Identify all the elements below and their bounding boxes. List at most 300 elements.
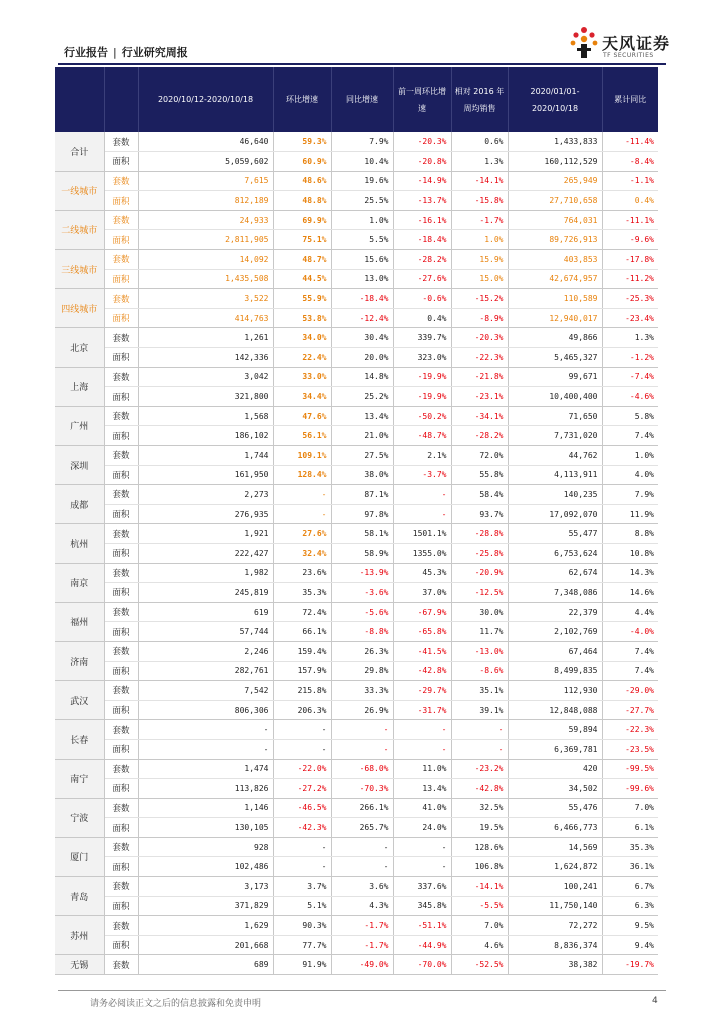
table-row (55, 739, 658, 759)
yoy-growth-cell: -8.8% (331, 622, 393, 642)
prev-wow-growth-cell: - (393, 837, 451, 857)
prev-wow-growth-cell: 41.0% (393, 798, 451, 818)
yoy-growth-cell: -13.9% (331, 563, 393, 583)
report-name: 行业研究周报 (121, 46, 188, 59)
metric-cell: 面积 (104, 622, 138, 642)
weekly-value-cell: 5,059,602 (138, 152, 273, 172)
ytd-value-cell: 12,848,088 (508, 700, 602, 720)
weekly-value-cell: 689 (138, 955, 273, 975)
prev-wow-growth-cell: - (393, 720, 451, 740)
wow-growth-cell: 215.8% (273, 681, 331, 701)
weekly-value-cell: 24,933 (138, 210, 273, 230)
vs-2016-avg-cell: -13.0% (451, 641, 508, 661)
yoy-growth-cell: 4.3% (331, 896, 393, 916)
vs-2016-avg-cell: -34.1% (451, 406, 508, 426)
wow-growth-cell: 206.3% (273, 700, 331, 720)
city-cell: 青岛 (55, 877, 104, 916)
yoy-growth-cell: 25.5% (331, 191, 393, 211)
weekly-value-cell: 3,173 (138, 877, 273, 897)
page-number: 4 (652, 996, 658, 1006)
table-row (55, 543, 658, 563)
vs-2016-avg-cell: -14.1% (451, 877, 508, 897)
city-cell: 深圳 (55, 446, 104, 485)
ytd-yoy-cell: 9.5% (602, 916, 658, 936)
ytd-value-cell: 55,477 (508, 524, 602, 544)
table-row (55, 152, 658, 172)
prev-wow-growth-cell: -18.4% (393, 230, 451, 250)
ytd-yoy-cell: 5.8% (602, 406, 658, 426)
metric-cell: 面积 (104, 857, 138, 877)
city-cell: 成都 (55, 485, 104, 524)
table-row (55, 132, 658, 152)
ytd-value-cell: 265,949 (508, 171, 602, 191)
wow-growth-cell: 75.1% (273, 230, 331, 250)
yoy-growth-cell: 58.1% (331, 524, 393, 544)
prev-wow-growth-cell: 1355.0% (393, 543, 451, 563)
ytd-yoy-cell: -99.5% (602, 759, 658, 779)
table-row (55, 210, 658, 230)
vs-2016-avg-cell: 58.4% (451, 485, 508, 505)
ytd-yoy-cell: -1.2% (602, 348, 658, 368)
yoy-growth-cell: - (331, 837, 393, 857)
city-cell: 广州 (55, 406, 104, 445)
ytd-value-cell: 8,836,374 (508, 935, 602, 955)
ytd-yoy-cell: -17.8% (602, 250, 658, 270)
wow-growth-cell: -46.5% (273, 798, 331, 818)
city-cell: 南宁 (55, 759, 104, 798)
table-row (55, 955, 658, 975)
metric-cell: 套数 (104, 563, 138, 583)
logo-text-cn: 天风证券 (602, 34, 671, 53)
table-row (55, 622, 658, 642)
weekly-value-cell: 201,668 (138, 935, 273, 955)
metric-cell: 面积 (104, 308, 138, 328)
ytd-yoy-cell: -11.1% (602, 210, 658, 230)
metric-cell: 面积 (104, 426, 138, 446)
metric-cell: 面积 (104, 348, 138, 368)
metric-cell: 套数 (104, 641, 138, 661)
ytd-yoy-cell: -9.6% (602, 230, 658, 250)
vs-2016-avg-cell: -8.9% (451, 308, 508, 328)
weekly-value-cell: 102,486 (138, 857, 273, 877)
wow-growth-cell: - (273, 504, 331, 524)
vs-2016-avg-cell: 19.5% (451, 818, 508, 838)
ytd-value-cell: 55,476 (508, 798, 602, 818)
yoy-growth-cell: 97.8% (331, 504, 393, 524)
vs-2016-avg-cell: -42.8% (451, 779, 508, 799)
metric-cell: 面积 (104, 543, 138, 563)
vs-2016-avg-cell: -25.8% (451, 543, 508, 563)
report-header (64, 44, 188, 60)
wow-growth-cell: 90.3% (273, 916, 331, 936)
ytd-value-cell: 6,753,624 (508, 543, 602, 563)
housing-sales-table (55, 67, 658, 975)
ytd-yoy-cell: -11.4% (602, 132, 658, 152)
ytd-value-cell: 7,348,086 (508, 583, 602, 603)
ytd-value-cell: 6,466,773 (508, 818, 602, 838)
table-row (55, 837, 658, 857)
wow-growth-cell: 53.8% (273, 308, 331, 328)
ytd-yoy-cell: 4.0% (602, 465, 658, 485)
ytd-value-cell: 1,624,872 (508, 857, 602, 877)
yoy-growth-cell: 3.6% (331, 877, 393, 897)
wow-growth-cell: 34.0% (273, 328, 331, 348)
table-row (55, 779, 658, 799)
metric-cell: 套数 (104, 132, 138, 152)
wow-growth-cell: 44.5% (273, 269, 331, 289)
weekly-value-cell: 812,189 (138, 191, 273, 211)
weekly-value-cell: 113,826 (138, 779, 273, 799)
metric-cell: 面积 (104, 935, 138, 955)
yoy-growth-cell: 265.7% (331, 818, 393, 838)
city-cell: 长春 (55, 720, 104, 759)
table-row (55, 269, 658, 289)
ytd-yoy-cell: 6.7% (602, 877, 658, 897)
ytd-value-cell: 12,940,017 (508, 308, 602, 328)
ytd-yoy-cell: 14.6% (602, 583, 658, 603)
prev-wow-growth-cell: -13.7% (393, 191, 451, 211)
ytd-value-cell: 59,894 (508, 720, 602, 740)
ytd-yoy-cell: 7.4% (602, 661, 658, 681)
ytd-yoy-cell: 11.9% (602, 504, 658, 524)
weekly-value-cell: 14,092 (138, 250, 273, 270)
metric-cell: 套数 (104, 916, 138, 936)
city-cell: 上海 (55, 367, 104, 406)
ytd-yoy-cell: 14.3% (602, 563, 658, 583)
vs-2016-avg-cell: -21.8% (451, 367, 508, 387)
vs-2016-avg-cell: -23.2% (451, 759, 508, 779)
prev-wow-growth-cell: -16.1% (393, 210, 451, 230)
weekly-value-cell: 130,105 (138, 818, 273, 838)
metric-cell: 套数 (104, 485, 138, 505)
ytd-yoy-cell: -19.7% (602, 955, 658, 975)
vs-2016-avg-cell: 0.6% (451, 132, 508, 152)
ytd-yoy-cell: 7.9% (602, 485, 658, 505)
weekly-value-cell: 1,261 (138, 328, 273, 348)
yoy-growth-cell: 1.0% (331, 210, 393, 230)
ytd-value-cell: 4,113,911 (508, 465, 602, 485)
prev-wow-growth-cell: - (393, 504, 451, 524)
wow-growth-cell: - (273, 857, 331, 877)
metric-cell: 套数 (104, 681, 138, 701)
yoy-growth-cell: -1.7% (331, 935, 393, 955)
yoy-growth-cell: - (331, 857, 393, 877)
ytd-yoy-cell: -8.4% (602, 152, 658, 172)
table-row (55, 367, 658, 387)
ytd-value-cell: 62,674 (508, 563, 602, 583)
ytd-value-cell: 8,499,835 (508, 661, 602, 681)
metric-cell: 面积 (104, 661, 138, 681)
vs-2016-avg-cell: -5.5% (451, 896, 508, 916)
table-row (55, 191, 658, 211)
vs-2016-avg-cell: 1.0% (451, 230, 508, 250)
vs-2016-avg-cell: -15.8% (451, 191, 508, 211)
ytd-yoy-cell: -99.6% (602, 779, 658, 799)
prev-wow-growth-cell: - (393, 739, 451, 759)
yoy-growth-cell: -68.0% (331, 759, 393, 779)
ytd-yoy-cell: 6.3% (602, 896, 658, 916)
ytd-value-cell: 44,762 (508, 446, 602, 466)
table-row (55, 877, 658, 897)
vs-2016-avg-cell: -22.3% (451, 348, 508, 368)
ytd-yoy-cell: 6.1% (602, 818, 658, 838)
prev-wow-growth-cell: -41.5% (393, 641, 451, 661)
ytd-value-cell: 11,750,140 (508, 896, 602, 916)
ytd-value-cell: 403,853 (508, 250, 602, 270)
table-row (55, 485, 658, 505)
wow-growth-cell: 3.7% (273, 877, 331, 897)
vs-2016-avg-cell: -23.1% (451, 387, 508, 407)
metric-cell: 面积 (104, 739, 138, 759)
table-row (55, 426, 658, 446)
table-row (55, 230, 658, 250)
weekly-value-cell: - (138, 739, 273, 759)
weekly-value-cell: 245,819 (138, 583, 273, 603)
metric-cell: 套数 (104, 289, 138, 309)
prev-wow-growth-cell: -14.9% (393, 171, 451, 191)
footer-disclaimer: 请务必阅读正文之后的信息披露和免责申明 (90, 999, 262, 1009)
metric-cell: 面积 (104, 465, 138, 485)
metric-cell: 套数 (104, 837, 138, 857)
metric-cell: 面积 (104, 700, 138, 720)
prev-wow-growth-cell: 13.4% (393, 779, 451, 799)
weekly-value-cell: 3,522 (138, 289, 273, 309)
ytd-value-cell: 14,569 (508, 837, 602, 857)
header-cell-weekly-period: 2020/10/12-2020/10/18 (138, 67, 273, 132)
weekly-value-cell: 282,761 (138, 661, 273, 681)
ytd-yoy-cell: -29.0% (602, 681, 658, 701)
yoy-growth-cell: 30.4% (331, 328, 393, 348)
ytd-yoy-cell: 0.4% (602, 191, 658, 211)
metric-cell: 套数 (104, 171, 138, 191)
prev-wow-growth-cell: -29.7% (393, 681, 451, 701)
city-cell: 杭州 (55, 524, 104, 563)
yoy-growth-cell: -12.4% (331, 308, 393, 328)
metric-cell: 面积 (104, 191, 138, 211)
yoy-growth-cell: 38.0% (331, 465, 393, 485)
prev-wow-growth-cell: -70.0% (393, 955, 451, 975)
wow-growth-cell: 66.1% (273, 622, 331, 642)
table-row (55, 289, 658, 309)
yoy-growth-cell: 7.9% (331, 132, 393, 152)
table-row (55, 681, 658, 701)
wow-growth-cell: -42.3% (273, 818, 331, 838)
ytd-yoy-cell: 36.1% (602, 857, 658, 877)
vs-2016-avg-cell: 7.0% (451, 916, 508, 936)
wow-growth-cell: 35.3% (273, 583, 331, 603)
yoy-growth-cell: 27.5% (331, 446, 393, 466)
vs-2016-avg-cell: -8.6% (451, 661, 508, 681)
prev-wow-growth-cell: 337.6% (393, 877, 451, 897)
weekly-value-cell: 1,435,508 (138, 269, 273, 289)
prev-wow-growth-cell: -0.6% (393, 289, 451, 309)
weekly-value-cell: 2,246 (138, 641, 273, 661)
prev-wow-growth-cell: -20.8% (393, 152, 451, 172)
metric-cell: 面积 (104, 779, 138, 799)
city-cell: 南京 (55, 563, 104, 602)
table-row (55, 720, 658, 740)
wow-growth-cell: 33.0% (273, 367, 331, 387)
yoy-growth-cell: 14.8% (331, 367, 393, 387)
vs-2016-avg-cell: 1.3% (451, 152, 508, 172)
weekly-value-cell: 1,146 (138, 798, 273, 818)
ytd-yoy-cell: -27.7% (602, 700, 658, 720)
ytd-value-cell: 49,866 (508, 328, 602, 348)
ytd-yoy-cell: 35.3% (602, 837, 658, 857)
prev-wow-growth-cell: -27.6% (393, 269, 451, 289)
wow-growth-cell: 34.4% (273, 387, 331, 407)
city-cell: 二线城市 (55, 210, 104, 249)
yoy-growth-cell: - (331, 739, 393, 759)
prev-wow-growth-cell: -28.2% (393, 250, 451, 270)
prev-wow-growth-cell: 45.3% (393, 563, 451, 583)
table-row (55, 759, 658, 779)
table-row (55, 896, 658, 916)
ytd-yoy-cell: 4.4% (602, 602, 658, 622)
prev-wow-growth-cell: -19.9% (393, 387, 451, 407)
yoy-growth-cell: 26.3% (331, 641, 393, 661)
prev-wow-growth-cell: -44.9% (393, 935, 451, 955)
ytd-value-cell: 72,272 (508, 916, 602, 936)
weekly-value-cell: - (138, 720, 273, 740)
ytd-value-cell: 110,589 (508, 289, 602, 309)
table-row (55, 406, 658, 426)
weekly-value-cell: 46,640 (138, 132, 273, 152)
ytd-yoy-cell: 7.4% (602, 426, 658, 446)
metric-cell: 面积 (104, 269, 138, 289)
metric-cell: 套数 (104, 798, 138, 818)
ytd-value-cell: 42,674,957 (508, 269, 602, 289)
yoy-growth-cell: -49.0% (331, 955, 393, 975)
yoy-growth-cell: 13.4% (331, 406, 393, 426)
city-cell: 北京 (55, 328, 104, 367)
ytd-value-cell: 2,102,769 (508, 622, 602, 642)
prev-wow-growth-cell: 11.0% (393, 759, 451, 779)
city-cell: 无锡 (55, 955, 104, 975)
vs-2016-avg-cell: -12.5% (451, 583, 508, 603)
ytd-value-cell: 10,400,400 (508, 387, 602, 407)
ytd-yoy-cell: -25.3% (602, 289, 658, 309)
wow-growth-cell: 56.1% (273, 426, 331, 446)
metric-cell: 面积 (104, 387, 138, 407)
ytd-value-cell: 160,112,529 (508, 152, 602, 172)
vs-2016-avg-cell: -14.1% (451, 171, 508, 191)
table-row (55, 446, 658, 466)
wow-growth-cell: 72.4% (273, 602, 331, 622)
weekly-value-cell: 57,744 (138, 622, 273, 642)
ytd-yoy-cell: 1.3% (602, 328, 658, 348)
ytd-yoy-cell: 1.0% (602, 446, 658, 466)
metric-cell: 套数 (104, 406, 138, 426)
yoy-growth-cell: -70.3% (331, 779, 393, 799)
metric-cell: 套数 (104, 328, 138, 348)
prev-wow-growth-cell: 0.4% (393, 308, 451, 328)
vs-2016-avg-cell: 32.5% (451, 798, 508, 818)
yoy-growth-cell: 20.0% (331, 348, 393, 368)
header-separator: | (113, 46, 117, 59)
yoy-growth-cell: 15.6% (331, 250, 393, 270)
weekly-value-cell: 7,542 (138, 681, 273, 701)
ytd-value-cell: 34,502 (508, 779, 602, 799)
wow-growth-cell: 47.6% (273, 406, 331, 426)
prev-wow-growth-cell: -50.2% (393, 406, 451, 426)
table-row (55, 328, 658, 348)
weekly-value-cell: 1,474 (138, 759, 273, 779)
table-row (55, 935, 658, 955)
wow-growth-cell: 27.6% (273, 524, 331, 544)
yoy-growth-cell: 29.8% (331, 661, 393, 681)
table-row (55, 602, 658, 622)
table-header-row (55, 67, 658, 132)
ytd-yoy-cell: 10.8% (602, 543, 658, 563)
table-row (55, 348, 658, 368)
table-row (55, 465, 658, 485)
vs-2016-avg-cell: 30.0% (451, 602, 508, 622)
ytd-value-cell: 112,930 (508, 681, 602, 701)
yoy-growth-cell: 19.6% (331, 171, 393, 191)
prev-wow-growth-cell: 323.0% (393, 348, 451, 368)
wow-growth-cell: 22.4% (273, 348, 331, 368)
yoy-growth-cell: 26.9% (331, 700, 393, 720)
header-divider (58, 63, 666, 65)
ytd-yoy-cell: -1.1% (602, 171, 658, 191)
metric-cell: 套数 (104, 602, 138, 622)
prev-wow-growth-cell: -51.1% (393, 916, 451, 936)
vs-2016-avg-cell: -52.5% (451, 955, 508, 975)
weekly-value-cell: 3,042 (138, 367, 273, 387)
ytd-yoy-cell: -11.2% (602, 269, 658, 289)
metric-cell: 套数 (104, 367, 138, 387)
vs-2016-avg-cell: 11.7% (451, 622, 508, 642)
metric-cell: 面积 (104, 583, 138, 603)
company-logo (569, 26, 679, 64)
table-row (55, 916, 658, 936)
yoy-growth-cell: 5.5% (331, 230, 393, 250)
vs-2016-avg-cell: 15.9% (451, 250, 508, 270)
wow-growth-cell: 59.3% (273, 132, 331, 152)
weekly-value-cell: 7,615 (138, 171, 273, 191)
table-row (55, 387, 658, 407)
wow-growth-cell: 157.9% (273, 661, 331, 681)
ytd-yoy-cell: -23.5% (602, 739, 658, 759)
ytd-value-cell: 6,369,781 (508, 739, 602, 759)
ytd-value-cell: 71,650 (508, 406, 602, 426)
wow-growth-cell: 77.7% (273, 935, 331, 955)
prev-wow-growth-cell: - (393, 485, 451, 505)
yoy-growth-cell: 21.0% (331, 426, 393, 446)
vs-2016-avg-cell: 4.6% (451, 935, 508, 955)
ytd-value-cell: 27,710,658 (508, 191, 602, 211)
city-cell: 一线城市 (55, 171, 104, 210)
vs-2016-avg-cell: 15.0% (451, 269, 508, 289)
wow-growth-cell: 128.4% (273, 465, 331, 485)
prev-wow-growth-cell: -20.3% (393, 132, 451, 152)
vs-2016-avg-cell: -28.2% (451, 426, 508, 446)
wow-growth-cell: - (273, 739, 331, 759)
city-cell: 武汉 (55, 681, 104, 720)
ytd-yoy-cell: 9.4% (602, 935, 658, 955)
report-type: 行业报告 (64, 46, 108, 59)
yoy-growth-cell: 87.1% (331, 485, 393, 505)
logo-text-en: TF SECURITIES (603, 52, 654, 59)
city-cell: 济南 (55, 641, 104, 680)
vs-2016-avg-cell: 55.8% (451, 465, 508, 485)
prev-wow-growth-cell: -31.7% (393, 700, 451, 720)
wow-growth-cell: 69.9% (273, 210, 331, 230)
wow-growth-cell: 159.4% (273, 641, 331, 661)
yoy-growth-cell: 58.9% (331, 543, 393, 563)
table-row (55, 818, 658, 838)
